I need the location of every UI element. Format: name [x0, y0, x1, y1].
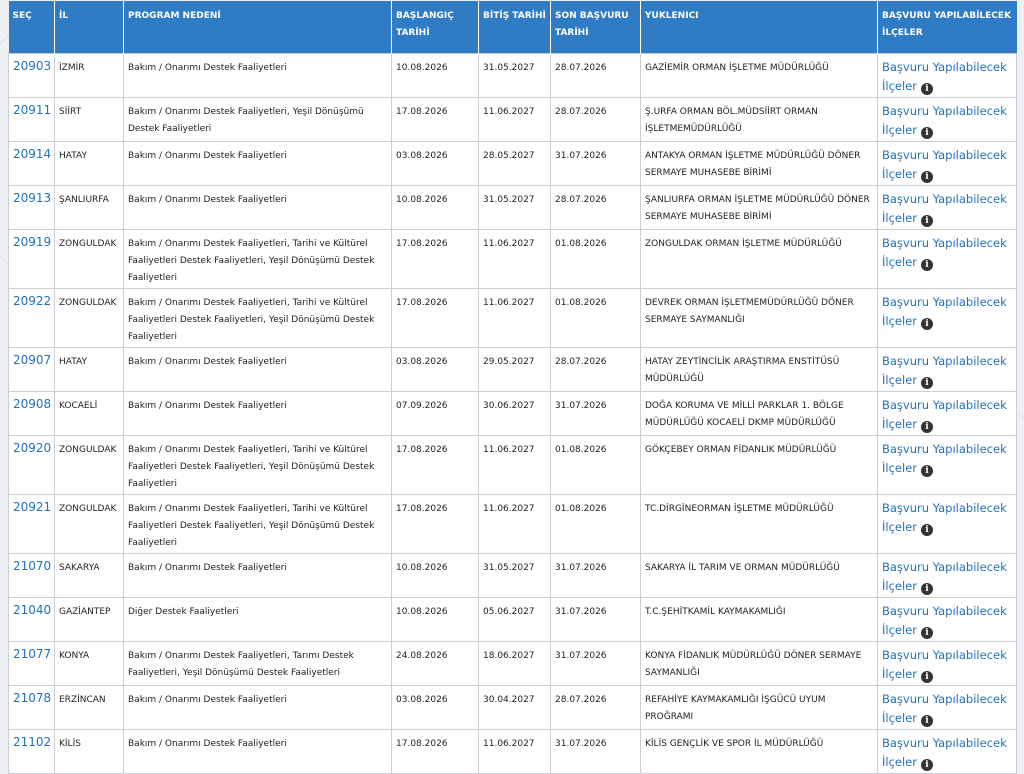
ilceler-cell — [878, 97, 1017, 141]
bitis-cell: 28.05.2027 — [479, 141, 551, 185]
bitis-cell: 11.06.2027 — [479, 729, 551, 773]
ilceler-cell — [878, 685, 1017, 729]
table-row — [9, 53, 1017, 97]
table-row — [9, 391, 1017, 435]
ilceler-link[interactable]: Başvuru Yapılabilecek İlçeler — [882, 735, 1007, 769]
header-sec[interactable]: SEÇ — [9, 1, 55, 53]
info-icon[interactable]: i — [921, 583, 933, 595]
son-basvuru-cell: 31.07.2026 — [551, 597, 641, 641]
table-row — [9, 597, 1017, 641]
table-row — [9, 729, 1017, 773]
program-cell: Bakım / Onarımı Destek Faaliyetleri — [124, 53, 392, 97]
yuklenici-cell: T.C.ŞEHİTKAMİL KAYMAKAMLIĞI — [641, 597, 878, 641]
results-table-container — [8, 1, 1016, 774]
il-cell: ERZİNCAN — [55, 685, 124, 729]
ilceler-link[interactable]: Başvuru Yapılabilecek İlçeler — [882, 441, 1007, 475]
select-link[interactable]: 20920 — [13, 440, 52, 455]
ilceler-cell — [878, 53, 1017, 97]
sec-cell — [9, 494, 55, 553]
table-row — [9, 97, 1017, 141]
il-cell: İZMİR — [55, 53, 124, 97]
info-icon[interactable]: i — [921, 377, 933, 389]
yuklenici-cell: SAKARYA İL TARIM VE ORMAN MÜDÜRLÜĞÜ — [641, 553, 878, 597]
header-son-basvuru[interactable]: SON BAŞVURU TARİHİ — [551, 1, 641, 53]
yuklenici-cell: Ş.URFA ORMAN BÖL.MÜDSİİRT ORMAN İŞLETMEMÜDÜRLÜĞÜ — [641, 97, 878, 141]
son-basvuru-cell: 28.07.2026 — [551, 53, 641, 97]
info-icon[interactable]: i — [921, 318, 933, 330]
il-cell: KOCAELİ — [55, 391, 124, 435]
yuklenici-cell: KİLİS GENÇLİK VE SPOR İL MÜDÜRLÜĞÜ — [641, 729, 878, 773]
table-row — [9, 141, 1017, 185]
header-il[interactable]: İL — [55, 1, 124, 53]
baslangic-cell: 17.08.2026 — [392, 435, 479, 494]
info-icon[interactable]: i — [921, 465, 933, 477]
sec-cell — [9, 641, 55, 685]
table-row — [9, 435, 1017, 494]
baslangic-cell: 03.08.2026 — [392, 347, 479, 391]
il-cell: SİİRT — [55, 97, 124, 141]
baslangic-cell: 10.08.2026 — [392, 597, 479, 641]
ilceler-link[interactable]: Başvuru Yapılabilecek İlçeler — [882, 294, 1007, 328]
son-basvuru-cell: 31.07.2026 — [551, 553, 641, 597]
ilceler-cell — [878, 347, 1017, 391]
yuklenici-cell: DEVREK ORMAN İŞLETMEMÜDÜRLÜĞÜ DÖNER SERMAYE SAYMANLIĞI — [641, 288, 878, 347]
yuklenici-cell: KONYA FİDANLIK MÜDÜRLÜĞÜ DÖNER SERMAYE SAYMANLIĞI — [641, 641, 878, 685]
ilceler-link[interactable]: Başvuru Yapılabilecek İlçeler — [882, 647, 1007, 681]
header-yuklenici[interactable]: YUKLENICI — [641, 1, 878, 53]
il-cell: ŞANLIURFA — [55, 185, 124, 229]
select-link[interactable]: 20914 — [13, 146, 52, 161]
il-cell: ZONGULDAK — [55, 494, 124, 553]
ilceler-link[interactable]: Başvuru Yapılabilecek İlçeler — [882, 235, 1007, 269]
baslangic-cell: 24.08.2026 — [392, 641, 479, 685]
bitis-cell: 11.06.2027 — [479, 435, 551, 494]
program-cell: Bakım / Onarımı Destek Faaliyetleri — [124, 729, 392, 773]
baslangic-cell: 17.08.2026 — [392, 288, 479, 347]
son-basvuru-cell: 28.07.2026 — [551, 185, 641, 229]
program-cell: Bakım / Onarımı Destek Faaliyetleri — [124, 185, 392, 229]
ilceler-link[interactable]: Başvuru Yapılabilecek İlçeler — [882, 500, 1007, 534]
bitis-cell: 11.06.2027 — [479, 494, 551, 553]
il-cell: GAZİANTEP — [55, 597, 124, 641]
program-cell: Diğer Destek Faaliyetleri — [124, 597, 392, 641]
son-basvuru-cell: 31.07.2026 — [551, 641, 641, 685]
header-bitis[interactable]: BİTİŞ TARİHİ — [479, 1, 551, 53]
bitis-cell: 05.06.2027 — [479, 597, 551, 641]
ilceler-cell — [878, 141, 1017, 185]
program-cell: Bakım / Onarımı Destek Faaliyetleri, Tarihi ve Kültürel Faaliyetleri Destek Faaliyetleri, Yeşil Dönüşümü Destek Faaliyetleri — [124, 229, 392, 288]
program-cell: Bakım / Onarımı Destek Faaliyetleri, Tarihi ve Kültürel Faaliyetleri Destek Faaliyetleri, Yeşil Dönüşümü Destek Faaliyetleri — [124, 494, 392, 553]
info-icon[interactable]: i — [921, 215, 933, 227]
select-link[interactable]: 20913 — [13, 190, 52, 205]
bitis-cell: 11.06.2027 — [479, 97, 551, 141]
il-cell: ZONGULDAK — [55, 229, 124, 288]
program-cell: Bakım / Onarımı Destek Faaliyetleri — [124, 391, 392, 435]
select-link[interactable]: 20922 — [13, 293, 52, 308]
sec-cell — [9, 288, 55, 347]
bitis-cell: 30.04.2027 — [479, 685, 551, 729]
select-link[interactable]: 21077 — [13, 646, 52, 661]
bitis-cell: 11.06.2027 — [479, 288, 551, 347]
son-basvuru-cell: 28.07.2026 — [551, 685, 641, 729]
select-link[interactable]: 20907 — [13, 352, 52, 367]
table-row — [9, 641, 1017, 685]
ilceler-link[interactable]: Başvuru Yapılabilecek İlçeler — [882, 691, 1007, 725]
sec-cell — [9, 347, 55, 391]
bitis-cell: 31.05.2027 — [479, 553, 551, 597]
yuklenici-cell: GÖKÇEBEY ORMAN FİDANLIK MÜDÜRLÜĞÜ — [641, 435, 878, 494]
table-row — [9, 553, 1017, 597]
table-row — [9, 494, 1017, 553]
yuklenici-cell: DOĞA KORUMA VE MİLLİ PARKLAR 1. BÖLGE MÜDÜRLÜĞÜ KOCAELİ DKMP MÜDÜRLÜĞÜ — [641, 391, 878, 435]
sec-cell — [9, 729, 55, 773]
ilceler-cell — [878, 553, 1017, 597]
program-cell: Bakım / Onarımı Destek Faaliyetleri, Yeşil Dönüşümü Destek Faaliyetleri — [124, 97, 392, 141]
info-icon[interactable]: i — [921, 421, 933, 433]
sec-cell — [9, 185, 55, 229]
baslangic-cell: 03.08.2026 — [392, 141, 479, 185]
sec-cell — [9, 229, 55, 288]
program-cell: Bakım / Onarımı Destek Faaliyetleri — [124, 141, 392, 185]
baslangic-cell: 03.08.2026 — [392, 685, 479, 729]
info-icon[interactable]: i — [921, 171, 933, 183]
ilceler-cell — [878, 288, 1017, 347]
baslangic-cell: 17.08.2026 — [392, 229, 479, 288]
sec-cell — [9, 97, 55, 141]
results-table — [8, 1, 1017, 774]
program-cell: Bakım / Onarımı Destek Faaliyetleri, Tarımı Destek Faaliyetleri, Yeşil Dönüşümü Destek Faaliyetleri — [124, 641, 392, 685]
ilceler-cell — [878, 494, 1017, 553]
table-row — [9, 185, 1017, 229]
ilceler-cell — [878, 729, 1017, 773]
select-link[interactable]: 21102 — [13, 734, 52, 749]
il-cell: KİLİS — [55, 729, 124, 773]
ilceler-cell — [878, 391, 1017, 435]
il-cell: SAKARYA — [55, 553, 124, 597]
sec-cell — [9, 391, 55, 435]
son-basvuru-cell: 01.08.2026 — [551, 435, 641, 494]
baslangic-cell: 17.08.2026 — [392, 729, 479, 773]
baslangic-cell: 10.08.2026 — [392, 553, 479, 597]
info-icon[interactable]: i — [921, 83, 933, 95]
son-basvuru-cell: 01.08.2026 — [551, 229, 641, 288]
bitis-cell: 29.05.2027 — [479, 347, 551, 391]
info-icon[interactable]: i — [921, 759, 933, 771]
ilceler-link[interactable]: Başvuru Yapılabilecek İlçeler — [882, 559, 1007, 593]
baslangic-cell: 07.09.2026 — [392, 391, 479, 435]
yuklenici-cell: ANTAKYA ORMAN İŞLETME MÜDÜRLÜĞÜ DÖNER SERMAYE MUHASEBE BİRİMİ — [641, 141, 878, 185]
baslangic-cell: 10.08.2026 — [392, 53, 479, 97]
sec-cell — [9, 53, 55, 97]
ilceler-link[interactable]: Başvuru Yapılabilecek İlçeler — [882, 397, 1007, 431]
select-link[interactable]: 20903 — [13, 58, 52, 73]
info-icon[interactable]: i — [921, 259, 933, 271]
sec-cell — [9, 141, 55, 185]
select-link[interactable]: 20921 — [13, 499, 52, 514]
ilceler-cell — [878, 229, 1017, 288]
son-basvuru-cell: 31.07.2026 — [551, 391, 641, 435]
sec-cell — [9, 597, 55, 641]
son-basvuru-cell: 28.07.2026 — [551, 347, 641, 391]
son-basvuru-cell: 28.07.2026 — [551, 97, 641, 141]
sec-cell — [9, 685, 55, 729]
yuklenici-cell: GAZİEMİR ORMAN İŞLETME MÜDÜRLÜĞÜ — [641, 53, 878, 97]
il-cell: ZONGULDAK — [55, 288, 124, 347]
info-icon[interactable]: i — [921, 715, 933, 727]
program-cell: Bakım / Onarımı Destek Faaliyetleri, Tarihi ve Kültürel Faaliyetleri Destek Faaliyetleri, Yeşil Dönüşümü Destek Faaliyetleri — [124, 435, 392, 494]
ilceler-link[interactable]: Başvuru Yapılabilecek İlçeler — [882, 191, 1007, 225]
select-link[interactable]: 20911 — [13, 102, 52, 117]
il-cell: KONYA — [55, 641, 124, 685]
sec-cell — [9, 553, 55, 597]
header-ilceler: BAŞVURU YAPILABİLECEK İLÇELER — [878, 1, 1017, 53]
bitis-cell: 18.06.2027 — [479, 641, 551, 685]
program-cell: Bakım / Onarımı Destek Faaliyetleri — [124, 685, 392, 729]
info-icon[interactable]: i — [921, 671, 933, 683]
yuklenici-cell: TC.DİRGİNEORMAN İŞLETME MÜDÜRLÜĞÜ — [641, 494, 878, 553]
info-icon[interactable]: i — [921, 127, 933, 139]
ilceler-link[interactable]: Başvuru Yapılabilecek İlçeler — [882, 103, 1007, 137]
son-basvuru-cell: 31.07.2026 — [551, 729, 641, 773]
ilceler-cell — [878, 641, 1017, 685]
header-baslangic[interactable]: BAŞLANGIÇ TARİHİ — [392, 1, 479, 53]
yuklenici-cell: REFAHİYE KAYMAKAMLIĞI İŞGÜCÜ UYUM PROĞRAMI — [641, 685, 878, 729]
ilceler-link[interactable]: Başvuru Yapılabilecek İlçeler — [882, 353, 1007, 387]
header-program[interactable]: PROGRAM NEDENİ — [124, 1, 392, 53]
info-icon[interactable]: i — [921, 627, 933, 639]
bitis-cell: 30.06.2027 — [479, 391, 551, 435]
il-cell: HATAY — [55, 141, 124, 185]
ilceler-cell — [878, 597, 1017, 641]
table-row — [9, 347, 1017, 391]
program-cell: Bakım / Onarımı Destek Faaliyetleri — [124, 553, 392, 597]
yuklenici-cell: ZONGULDAK ORMAN İŞLETME MÜDÜRLÜĞÜ — [641, 229, 878, 288]
ilceler-cell — [878, 435, 1017, 494]
yuklenici-cell: HATAY ZEYTİNCİLİK ARAŞTIRMA ENSTİTÜSÜ MÜDÜRLÜĞÜ — [641, 347, 878, 391]
select-link[interactable]: 20919 — [13, 234, 52, 249]
select-link[interactable]: 21040 — [13, 602, 52, 617]
il-cell: ZONGULDAK — [55, 435, 124, 494]
table-row — [9, 685, 1017, 729]
baslangic-cell: 17.08.2026 — [392, 494, 479, 553]
baslangic-cell: 10.08.2026 — [392, 185, 479, 229]
sec-cell — [9, 435, 55, 494]
program-cell: Bakım / Onarımı Destek Faaliyetleri, Tarihi ve Kültürel Faaliyetleri Destek Faaliyetleri, Yeşil Dönüşümü Destek Faaliyetleri — [124, 288, 392, 347]
table-row — [9, 229, 1017, 288]
son-basvuru-cell: 01.08.2026 — [551, 288, 641, 347]
baslangic-cell: 17.08.2026 — [392, 97, 479, 141]
bitis-cell: 31.05.2027 — [479, 53, 551, 97]
son-basvuru-cell: 31.07.2026 — [551, 141, 641, 185]
select-link[interactable]: 20908 — [13, 396, 52, 411]
table-row — [9, 288, 1017, 347]
ilceler-link[interactable]: Başvuru Yapılabilecek İlçeler — [882, 603, 1007, 637]
ilceler-link[interactable]: Başvuru Yapılabilecek İlçeler — [882, 59, 1007, 93]
table-body — [9, 53, 1017, 773]
select-link[interactable]: 21078 — [13, 690, 52, 705]
bitis-cell: 11.06.2027 — [479, 229, 551, 288]
program-cell: Bakım / Onarımı Destek Faaliyetleri — [124, 347, 392, 391]
ilceler-cell — [878, 185, 1017, 229]
yuklenici-cell: ŞANLIURFA ORMAN İŞLETME MÜDÜRLÜĞÜ DÖNER SERMAYE MUHASEBE BİRİMİ — [641, 185, 878, 229]
ilceler-link[interactable]: Başvuru Yapılabilecek İlçeler — [882, 147, 1007, 181]
son-basvuru-cell: 01.08.2026 — [551, 494, 641, 553]
table-header-row — [9, 1, 1017, 53]
il-cell: HATAY — [55, 347, 124, 391]
bitis-cell: 31.05.2027 — [479, 185, 551, 229]
info-icon[interactable]: i — [921, 524, 933, 536]
select-link[interactable]: 21070 — [13, 558, 52, 573]
